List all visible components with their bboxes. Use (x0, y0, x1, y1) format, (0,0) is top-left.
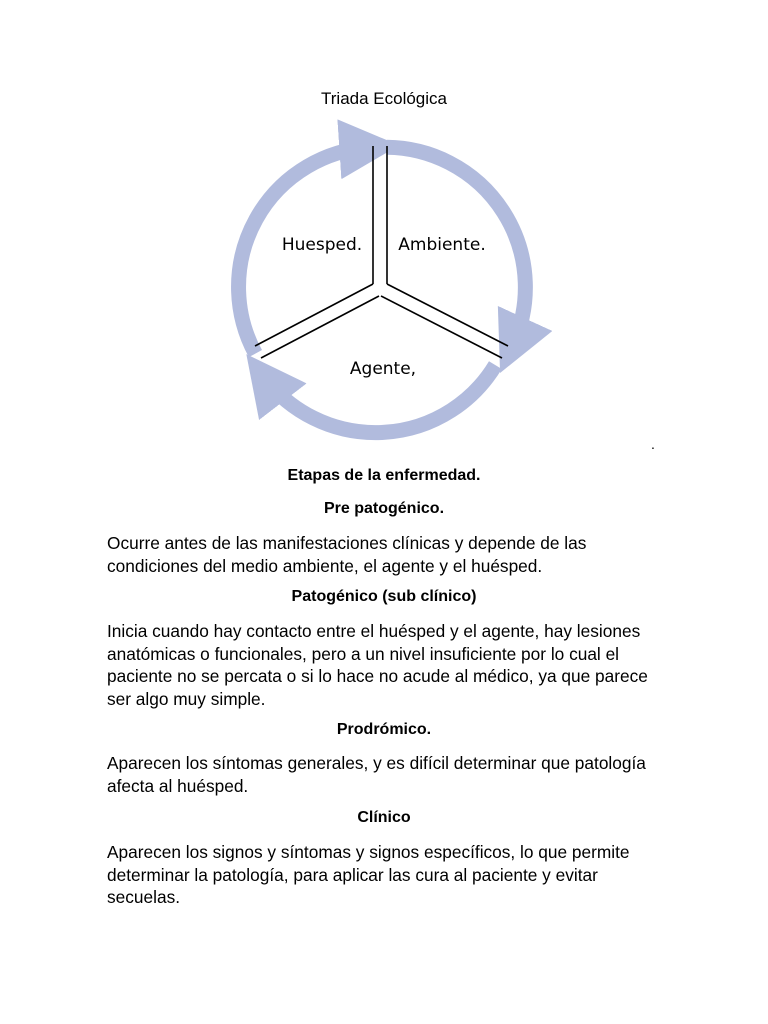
main-heading: Etapas de la enfermedad. (287, 467, 481, 484)
section-text-pre-patogenico: Ocurre antes de las manifestaciones clínicas y depende de las condiciones del medio ambiente, el agente y el huésped. (107, 533, 587, 576)
section-heading-pre-patogenico: Pre patogénico. (323, 500, 445, 517)
segment-label-huesped: Huesped. (281, 235, 363, 255)
ecological-triad-diagram (0, 0, 768, 460)
segment-label-agente: Agente, (349, 359, 417, 379)
section-heading-clinico: Clínico (357, 809, 411, 826)
section-text-clinico: Aparecen los signos y síntomas y signos específicos, lo que permite determinar la patología, para aplicar las cura al paciente y evitar secuelas. (107, 842, 630, 907)
stray-mark: . (651, 436, 655, 452)
section-text-prodromico: Aparecen los síntomas generales, y es difícil determinar que patología afecta al huésped. (107, 753, 646, 796)
segment-label-ambiente: Ambiente. (398, 235, 486, 255)
section-heading-patogenico: Patogénico (sub clínico) (291, 588, 477, 605)
section-heading-prodromico: Prodrómico. (336, 721, 432, 738)
section-text-patogenico: Inicia cuando hay contacto entre el huésped y el agente, hay lesiones anatómicas o funcionales, pero a un nivel insuficiente por lo cual el paciente no se percata o si lo hace no acude al médico, ya que parece ser algo muy simple. (107, 621, 648, 709)
diagram-title: Triada Ecológica (321, 89, 447, 108)
